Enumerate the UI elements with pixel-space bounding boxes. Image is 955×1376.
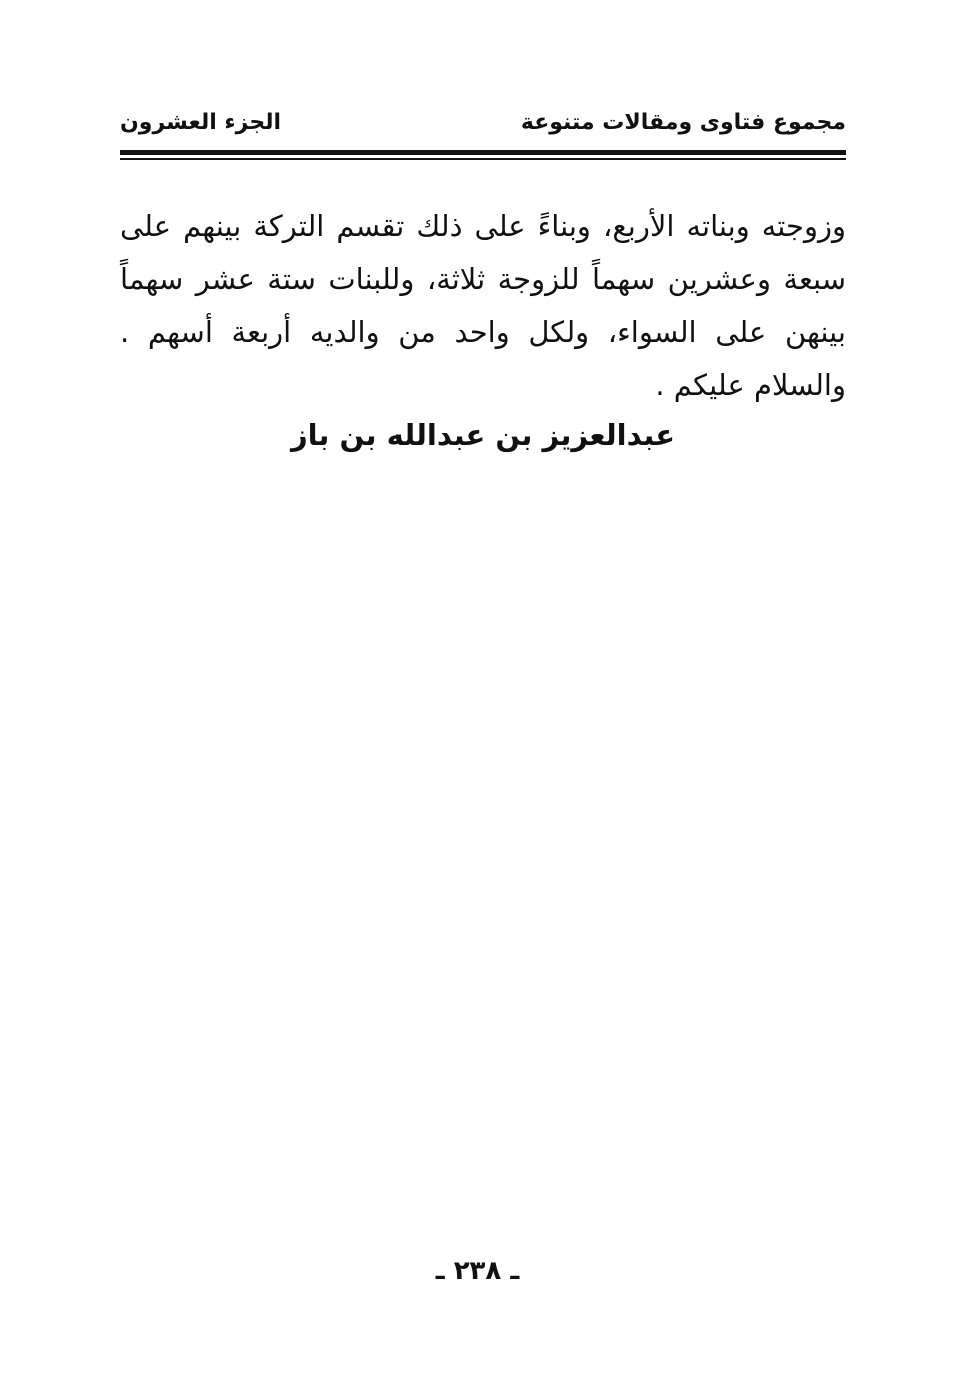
header-rule-thick bbox=[120, 150, 846, 155]
book-title: مجموع فتاوى ومقالات متنوعة bbox=[520, 110, 846, 135]
header-rule-thin bbox=[120, 158, 846, 160]
signature: عبدالعزيز بن عبدالله بن باز bbox=[290, 418, 676, 452]
volume-part: الجزء العشرون bbox=[120, 110, 281, 135]
page-header bbox=[120, 104, 846, 148]
body-line: والسلام عليكم . bbox=[655, 368, 846, 402]
body-line: وزوجته وبناته الأربع، وبناءً على ذلك تقسم التركة بينهم على bbox=[120, 209, 846, 243]
body-line: سبعة وعشرين سهماً للزوجة ثلاثة، وللبنات ستة عشر سهماً bbox=[120, 262, 846, 296]
body-text bbox=[120, 200, 846, 412]
page-number: ـ ٢٣٨ ـ bbox=[435, 1256, 520, 1286]
body-line: بينهن على السواء، ولكل واحد من والديه أربعة أسهم . bbox=[120, 315, 846, 349]
